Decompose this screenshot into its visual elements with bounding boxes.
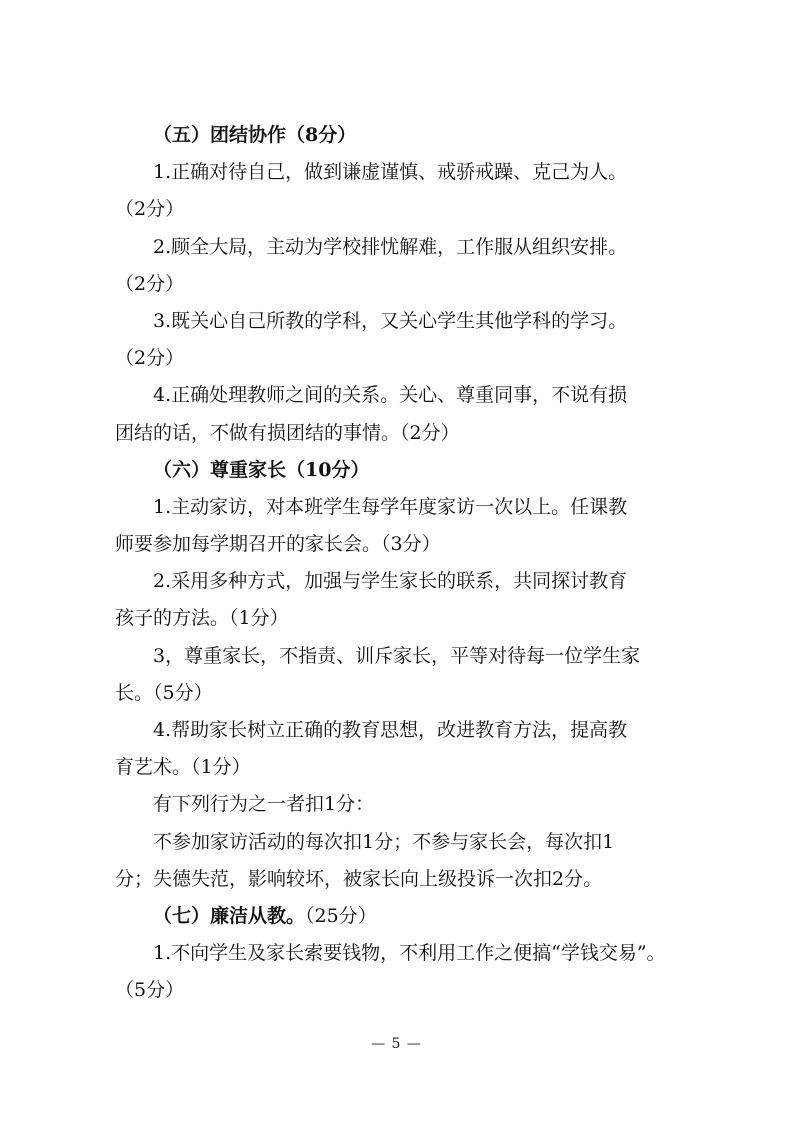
paragraph-line: 不参加家访活动的每次扣1分；不参与家长会，每次扣1 [153, 830, 615, 853]
paragraph-line: （2分） [115, 272, 185, 295]
paragraph-line: 团结的话，不做有损团结的事情。（2分） [115, 421, 460, 444]
page-number: — 5 — [371, 1036, 422, 1052]
paragraph-line: 4.正确处理教师之间的关系。关心、尊重同事，不说有损 [153, 384, 628, 407]
paragraph-line: 育艺术。（1分） [115, 756, 251, 779]
paragraph-line: （2分） [115, 347, 185, 370]
paragraph-line: 1.主动家访，对本班学生每学年度家访一次以上。任课教 [153, 495, 628, 518]
paragraph-line: 分；失德失范，影响较坏，被家长向上级投诉一次扣2分。 [115, 867, 603, 890]
paragraph-line: 4.帮助家长树立正确的教育思想，改进教育方法，提高教 [153, 719, 628, 741]
paragraph-line: 3，尊重家长，不指责、训斥家长，平等对待每一位学生家 [153, 644, 641, 667]
paragraph-line: 师要参加每学期召开的家长会。（3分） [115, 533, 441, 556]
paragraph-line: （5分） [115, 979, 185, 1002]
section-heading-6: （六）尊重家长（10分） [153, 458, 370, 481]
paragraph-line: 1.正确对待自己，做到谦虚谨慎、戒骄戒躁、克己为人。 [153, 161, 628, 184]
paragraph-line: （2分） [115, 198, 185, 221]
paragraph-line: 孩子的方法。（1分） [115, 607, 289, 630]
paragraph-line: 3.既关心自己所教的学科，又关心学生其他学科的学习。 [153, 309, 628, 332]
paragraph-line: 2.采用多种方式，加强与学生家长的联系，共同探讨教育 [153, 570, 628, 593]
deduction-intro: 有下列行为之一者扣1分： [153, 793, 375, 816]
paragraph-line: 长。（5分） [115, 681, 213, 704]
section-heading-7-title: （七）廉洁从教。 [153, 904, 306, 927]
section-heading-5: （五）团结协作（8分） [153, 124, 357, 146]
document-body [115, 117, 690, 1010]
paragraph-line: 2.顾全大局，主动为学校排忧解难，工作服从组织安排。 [153, 235, 628, 258]
paragraph-line: 1.不向学生及家长索要钱物，不利用工作之便搞“学钱交易”。 [153, 942, 666, 965]
section-heading-7 [115, 898, 690, 935]
section-heading-7-points: （25分） [305, 904, 377, 927]
